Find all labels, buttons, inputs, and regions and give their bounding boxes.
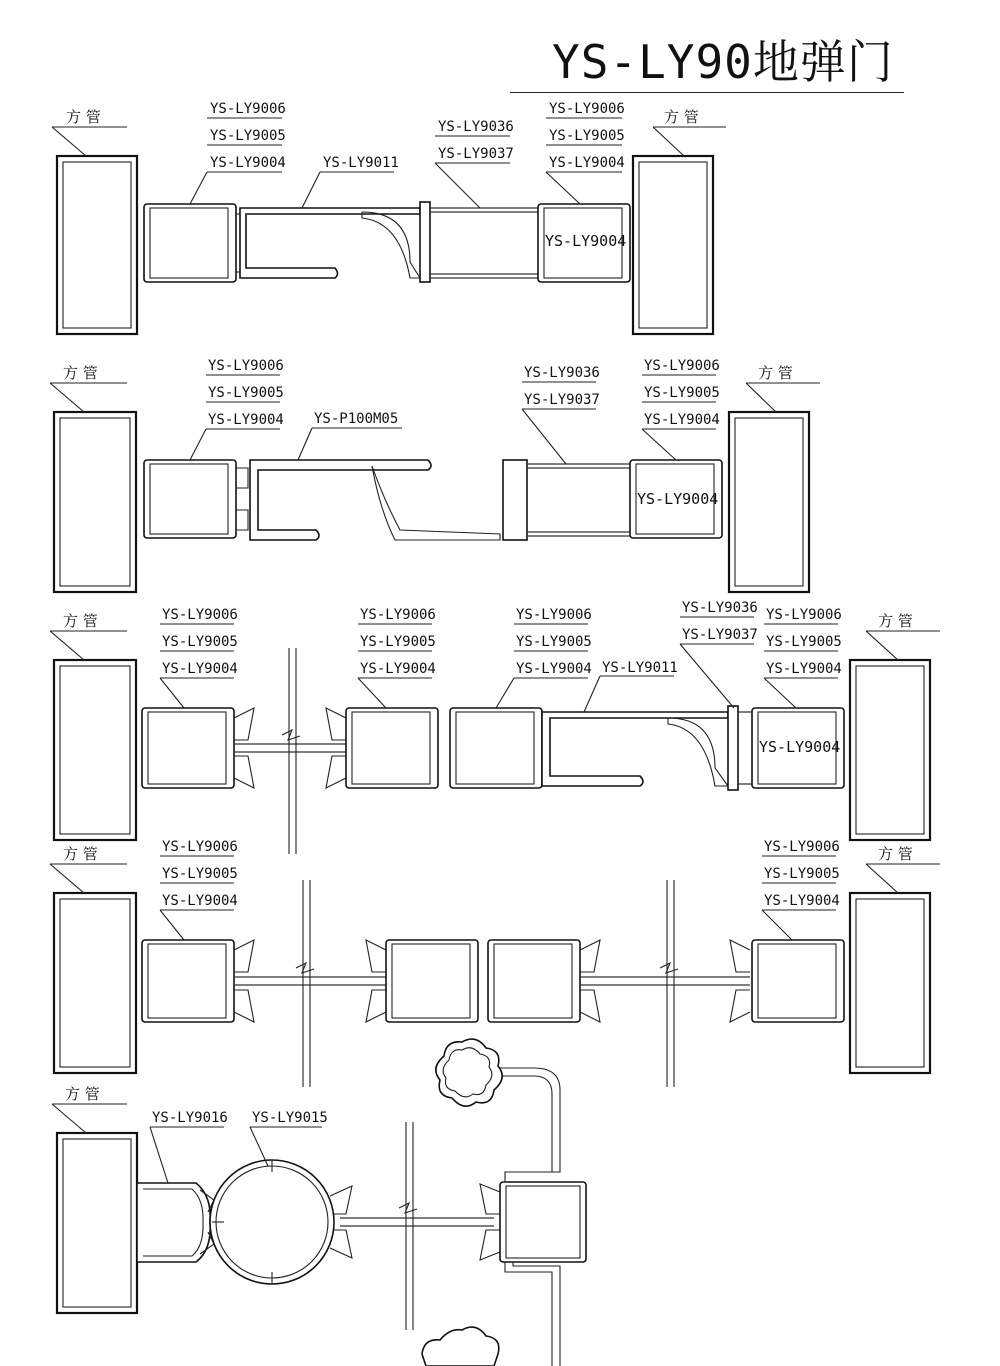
frame-profile-left	[142, 940, 386, 1022]
frame-profile-right	[752, 708, 844, 788]
callout-label: YS-LY9005	[162, 866, 238, 882]
drawing-title: YS-LY90地弹门	[552, 35, 894, 89]
callout-label: YS-LY9006	[208, 358, 284, 374]
callout-label: YS-LY9015	[252, 1110, 328, 1126]
profile-inline-label: YS-LY9004	[759, 738, 841, 756]
tube-label: 方 管	[878, 612, 913, 630]
callout-label: YS-LY9004	[549, 155, 625, 171]
callout-group-1	[160, 607, 238, 708]
square-tube-left	[52, 108, 137, 334]
callout-label: YS-LY9016	[152, 1110, 228, 1126]
tube-label: 方 管	[63, 364, 98, 382]
square-tube-left	[50, 612, 136, 840]
callout-group-left	[190, 358, 600, 464]
callout-group-right	[642, 358, 720, 460]
callout-label: YS-LY9004	[162, 661, 238, 677]
square-tube-right	[729, 364, 820, 592]
square-tube-right	[850, 845, 940, 1073]
callout-label: YS-P100M05	[314, 411, 399, 427]
square-tube-right	[633, 108, 726, 334]
tube-label: 方 管	[65, 1085, 100, 1103]
callout-label: YS-LY9006	[766, 607, 842, 623]
leaf-profile-middle-right	[450, 708, 542, 788]
tube-label: 方 管	[63, 845, 98, 863]
callout-label: YS-LY9006	[549, 101, 625, 117]
door-leaf-profile	[250, 460, 500, 540]
callout-label: YS-LY9005	[162, 634, 238, 650]
square-tube-left	[50, 364, 136, 592]
section-2	[50, 358, 820, 592]
tube-label: 方 管	[63, 612, 98, 630]
callout-label: YS-LY9006	[360, 607, 436, 623]
glass-break-line	[296, 880, 314, 1087]
callout-label: YS-LY9004	[764, 893, 840, 909]
callout-label: YS-LY9036	[524, 365, 600, 381]
tube-label: 方 管	[66, 108, 101, 126]
tube-label: 方 管	[664, 108, 699, 126]
callout-label: YS-LY9036	[682, 600, 758, 616]
callout-label: YS-LY9004	[210, 155, 286, 171]
callout-label: YS-LY9005	[516, 634, 592, 650]
callout-label: YS-LY9004	[766, 661, 842, 677]
section-4	[50, 839, 940, 1087]
frame-profile-left	[142, 708, 346, 788]
frame-profile-right	[480, 1068, 586, 1366]
profile-inline-label: YS-LY9004	[637, 490, 719, 508]
callout-group-right	[546, 101, 625, 204]
callout-label: YS-LY9006	[516, 607, 592, 623]
square-tube-right	[850, 612, 940, 840]
callout-label: YS-LY9005	[208, 385, 284, 401]
side-profile-LY9016	[137, 1183, 214, 1262]
callout-label: YS-LY9036	[438, 119, 514, 135]
callout-label: YS-LY9006	[162, 839, 238, 855]
callout-label: YS-LY9004	[162, 893, 238, 909]
callout-group-2	[358, 607, 436, 708]
callout-label: YS-LY9004	[516, 661, 592, 677]
tube-label: 方 管	[878, 845, 913, 863]
callout-label: YS-LY9011	[323, 155, 399, 171]
callout-label: YS-LY9006	[162, 607, 238, 623]
callout-label: YS-LY9006	[210, 101, 286, 117]
callout-label: YS-LY9006	[764, 839, 840, 855]
door-leaf-profile	[542, 706, 756, 790]
callout-label: YS-LY9005	[644, 385, 720, 401]
square-tube-left	[52, 1085, 137, 1313]
callout-label: YS-LY9006	[644, 358, 720, 374]
callout-label: YS-LY9004	[208, 412, 284, 428]
frame-profile-right	[503, 460, 722, 540]
flower-profile-bottom	[422, 1327, 499, 1366]
frame-profile-right	[538, 204, 630, 282]
door-leaf-profile	[240, 202, 540, 282]
callout-label: YS-LY9005	[360, 634, 436, 650]
frame-profile-right	[730, 940, 844, 1022]
flower-profile-top	[436, 1039, 502, 1106]
callout-group-3	[496, 607, 678, 712]
callout-group-left	[190, 101, 514, 208]
callout-label: YS-LY9005	[210, 128, 286, 144]
callout-group-right	[762, 839, 840, 940]
section-5	[52, 1039, 586, 1366]
callout-label: YS-LY9011	[602, 660, 678, 676]
section-1	[52, 101, 726, 334]
glass-break-line	[282, 648, 300, 854]
leaf-profile-middle-left	[326, 708, 438, 788]
callout-label: YS-LY9005	[549, 128, 625, 144]
callout-label: YS-LY9005	[766, 634, 842, 650]
tube-label: 方 管	[758, 364, 793, 382]
callout-label: YS-LY9004	[360, 661, 436, 677]
callout-group-left	[160, 839, 238, 940]
round-pivot-LY9015	[210, 1160, 494, 1284]
callout-label: YS-LY9005	[764, 866, 840, 882]
callout-label: YS-LY9037	[682, 627, 758, 643]
section-3	[50, 600, 940, 854]
callout-label: YS-LY9037	[524, 392, 600, 408]
callout-group-4	[680, 600, 842, 708]
callout-label: YS-LY9004	[644, 412, 720, 428]
leaf-profile-left-pair	[366, 940, 478, 1022]
square-tube-left	[50, 845, 136, 1073]
callout-label: YS-LY9037	[438, 146, 514, 162]
leaf-profile-right-pair	[488, 940, 750, 1022]
frame-profile-left	[144, 204, 244, 282]
glass-break-line	[660, 880, 678, 1087]
profile-inline-label: YS-LY9004	[545, 232, 627, 250]
frame-profile-left	[144, 460, 248, 538]
